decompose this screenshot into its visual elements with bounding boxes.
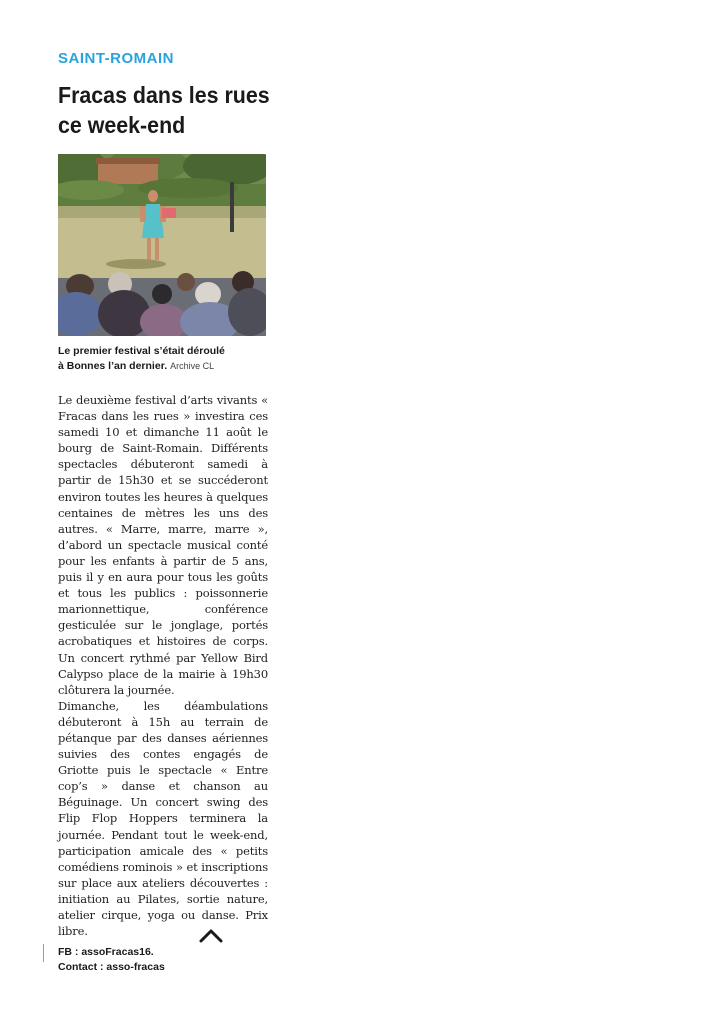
page-edge-divider — [43, 944, 44, 962]
headline-line-1: Fracas dans les rues — [58, 82, 270, 108]
festival-photo-illustration — [58, 154, 266, 336]
caption-line-2 — [58, 359, 268, 374]
article-paragraph-2: Dimanche, les déambulations débuteront à 15h au terrain de pétanque par des danses aériennes suivies des contes engagés de Griotte puis le spectacle « Entre cop’s » danse et chanson au Béguinage. Un concert swing des Flip Flop Hoppers terminera la journée. Pendant tout le week-end, participation amicale des « petits comédiens rominois » et inscriptions sur place aux ateliers découvertes : initiation au Pilates, sortie nature, atelier cirque, yoga ou danse. Prix libre. — [58, 698, 268, 939]
article-photo — [58, 154, 266, 336]
newspaper-clipping — [58, 50, 268, 975]
chevron-up-icon[interactable] — [196, 926, 226, 946]
article-paragraph-1: Le deuxième festival d’arts vivants « Fracas dans les rues » investira ces samedi 10 et dimanche 11 août le bourg de Saint-Romain. Différents spectacles débuteront samedi à partir de 15h30 et se succéderont environ toutes les heures à quelques centaines de mètres les uns des autres. « Marre, marre, marre », d’abord un spectacle musical conté pour les enfants à partir de 5 ans, puis il y en aura pour tous les goûts et tous les publics : poissonnerie marionnettique, conférence gesticulée sur le jonglage, portés acrobatiques et histoires de corps. Un concert rythmé par Yellow Bird Calypso place de la mairie à 19h30 clôturera la journée. — [58, 393, 268, 697]
caption-text: à Bonnes l’an dernier. — [58, 360, 168, 372]
article-body — [58, 392, 268, 939]
photo-caption — [58, 344, 268, 374]
headline-line-2: ce week-end — [58, 112, 186, 138]
photo-credit: Archive CL — [170, 361, 215, 371]
contact-line: Contact : asso-fracas — [58, 961, 165, 974]
article-footer — [58, 945, 268, 975]
article-kicker: SAINT-ROMAIN — [58, 50, 174, 67]
facebook-line: FB : assoFracas16. — [58, 946, 154, 959]
article-headline — [58, 80, 270, 140]
caption-line-1: Le premier festival s’était déroulé — [58, 345, 225, 357]
